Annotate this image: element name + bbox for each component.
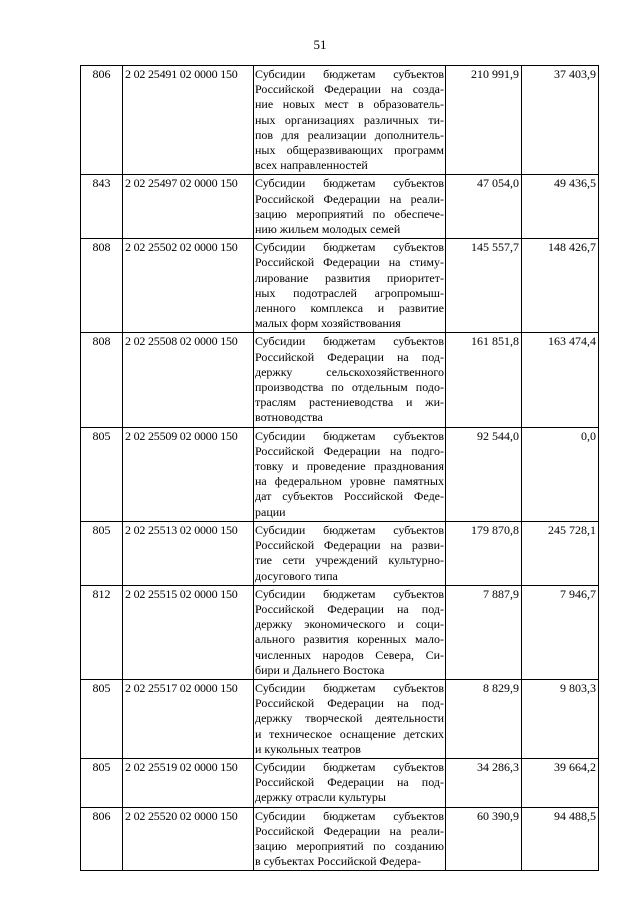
description-line: лирование развития приоритет- xyxy=(255,270,444,285)
table-row xyxy=(81,239,599,333)
description-line: ального развития коренных мало- xyxy=(255,632,444,647)
budget-table xyxy=(80,65,599,871)
table-row xyxy=(81,427,599,521)
description-line: Субсидии бюджетам субъектов xyxy=(255,428,444,443)
amount-year2-cell: 163 474,4 xyxy=(522,333,599,427)
description-line: ных подотраслей агропромыш- xyxy=(255,285,444,300)
amount-year1-cell: 60 390,9 xyxy=(446,807,522,871)
budget-code-cell: 2 02 25517 02 0000 150 xyxy=(123,679,254,758)
description-cell xyxy=(254,807,446,871)
budget-code-cell: 2 02 25508 02 0000 150 xyxy=(123,333,254,427)
description-line: Субсидии бюджетам субъектов xyxy=(255,808,444,823)
admin-code-cell: 806 xyxy=(81,807,123,871)
description-line: Российской Федерации на под- xyxy=(255,696,444,711)
table-row xyxy=(81,66,599,175)
description-line: Российской Федерации на под- xyxy=(255,775,444,790)
admin-code-cell: 805 xyxy=(81,679,123,758)
page-number: 51 xyxy=(313,37,327,52)
description-line: товку и проведение празднования xyxy=(255,459,444,474)
description-line: ных общеразвивающих программ xyxy=(255,143,444,158)
description-cell xyxy=(254,239,446,333)
amount-year2-cell: 37 403,9 xyxy=(522,66,599,175)
admin-code-cell: 805 xyxy=(81,427,123,521)
budget-code-cell: 2 02 25491 02 0000 150 xyxy=(123,66,254,175)
description-line: численных народов Севера, Си- xyxy=(255,647,444,662)
description-line: в субъектах Российской Федера- xyxy=(255,854,421,869)
table-body xyxy=(81,66,599,871)
description-cell xyxy=(254,758,446,807)
description-cell xyxy=(254,521,446,585)
amount-year2-cell: 39 664,2 xyxy=(522,758,599,807)
description-line: Субсидии бюджетам субъектов xyxy=(255,67,444,81)
description-line: всех направленностей xyxy=(255,158,368,173)
description-line: ленного комплекса и развитие xyxy=(255,301,444,316)
description-line: держку сельскохозяйственного xyxy=(255,364,444,379)
description-line: Субсидии бюджетам субъектов xyxy=(255,176,444,191)
description-line: Российской Федерации на разви- xyxy=(255,538,444,553)
description-line: Российской Федерации на под- xyxy=(255,349,444,364)
budget-code-cell: 2 02 25520 02 0000 150 xyxy=(123,807,254,871)
budget-code-cell: 2 02 25497 02 0000 150 xyxy=(123,175,254,239)
description-line: ние новых мест в образователь- xyxy=(255,97,444,112)
description-line: Российской Федерации на реали- xyxy=(255,191,444,206)
description-line: Субсидии бюджетам субъектов xyxy=(255,586,444,601)
description-line: производства по отдельным подо- xyxy=(255,380,444,395)
budget-code-cell: 2 02 25502 02 0000 150 xyxy=(123,239,254,333)
amount-year1-cell: 210 991,9 xyxy=(446,66,522,175)
description-cell xyxy=(254,333,446,427)
amount-year1-cell: 92 544,0 xyxy=(446,427,522,521)
description-line: траслям растениеводства и жи- xyxy=(255,395,444,410)
description-line: дат субъектов Российской Феде- xyxy=(255,489,444,504)
description-line: нию жильем молодых семей xyxy=(255,222,401,237)
amount-year1-cell: 34 286,3 xyxy=(446,758,522,807)
admin-code-cell: 808 xyxy=(81,239,123,333)
amount-year1-cell: 8 829,9 xyxy=(446,679,522,758)
amount-year2-cell: 49 436,5 xyxy=(522,175,599,239)
description-line: зацию мероприятий по обеспече- xyxy=(255,206,444,221)
budget-code-cell: 2 02 25515 02 0000 150 xyxy=(123,585,254,679)
description-cell xyxy=(254,175,446,239)
budget-code-cell: 2 02 25509 02 0000 150 xyxy=(123,427,254,521)
description-line: Российской Федерации на созда- xyxy=(255,82,444,97)
description-line: Российской Федерации на подго- xyxy=(255,443,444,458)
description-cell xyxy=(254,427,446,521)
description-line: Российской Федерации на под- xyxy=(255,601,444,616)
description-line: досугового типа xyxy=(255,568,338,583)
amount-year2-cell: 94 488,5 xyxy=(522,807,599,871)
description-cell xyxy=(254,66,446,175)
description-line: Субсидии бюджетам субъектов xyxy=(255,759,444,774)
admin-code-cell: 806 xyxy=(81,66,123,175)
budget-code-cell: 2 02 25513 02 0000 150 xyxy=(123,521,254,585)
description-line: держку экономического и соци- xyxy=(255,617,444,632)
description-cell xyxy=(254,585,446,679)
amount-year2-cell: 7 946,7 xyxy=(522,585,599,679)
description-line: Субсидии бюджетам субъектов xyxy=(255,334,444,349)
amount-year1-cell: 47 054,0 xyxy=(446,175,522,239)
table-row xyxy=(81,521,599,585)
amount-year2-cell: 9 803,3 xyxy=(522,679,599,758)
description-line: и техническое оснащение детских xyxy=(255,726,444,741)
description-line: ных организациях различных ти- xyxy=(255,112,444,127)
description-line: Российской Федерации на реали- xyxy=(255,823,444,838)
amount-year2-cell: 245 728,1 xyxy=(522,521,599,585)
description-line: зацию мероприятий по созданию xyxy=(255,838,444,853)
table-row xyxy=(81,758,599,807)
description-cell xyxy=(254,679,446,758)
amount-year1-cell: 161 851,8 xyxy=(446,333,522,427)
table-row xyxy=(81,679,599,758)
description-line: на федеральном уровне памятных xyxy=(255,474,444,489)
description-line: Российской Федерации на стиму- xyxy=(255,255,444,270)
table-row xyxy=(81,175,599,239)
description-line: держку отрасли культуры xyxy=(255,790,386,805)
description-line: тие сети учреждений культурно- xyxy=(255,553,444,568)
description-line: бири и Дальнего Востока xyxy=(255,662,385,677)
description-line: малых форм хозяйствования xyxy=(255,316,401,331)
admin-code-cell: 805 xyxy=(81,758,123,807)
amount-year2-cell: 0,0 xyxy=(522,427,599,521)
amount-year1-cell: 179 870,8 xyxy=(446,521,522,585)
description-line: вотноводства xyxy=(255,410,323,425)
description-line: Субсидии бюджетам субъектов xyxy=(255,522,444,537)
description-line: и кукольных театров xyxy=(255,741,361,756)
description-line: рации xyxy=(255,504,286,519)
amount-year1-cell: 7 887,9 xyxy=(446,585,522,679)
description-line: держку творческой деятельности xyxy=(255,711,444,726)
table-row xyxy=(81,585,599,679)
amount-year2-cell: 148 426,7 xyxy=(522,239,599,333)
admin-code-cell: 843 xyxy=(81,175,123,239)
budget-code-cell: 2 02 25519 02 0000 150 xyxy=(123,758,254,807)
admin-code-cell: 808 xyxy=(81,333,123,427)
amount-year1-cell: 145 557,7 xyxy=(446,239,522,333)
table-row xyxy=(81,333,599,427)
admin-code-cell: 805 xyxy=(81,521,123,585)
admin-code-cell: 812 xyxy=(81,585,123,679)
table-row xyxy=(81,807,599,871)
description-line: Субсидии бюджетам субъектов xyxy=(255,680,444,695)
description-line: Субсидии бюджетам субъектов xyxy=(255,240,444,255)
description-line: пов для реализации дополнитель- xyxy=(255,127,444,142)
